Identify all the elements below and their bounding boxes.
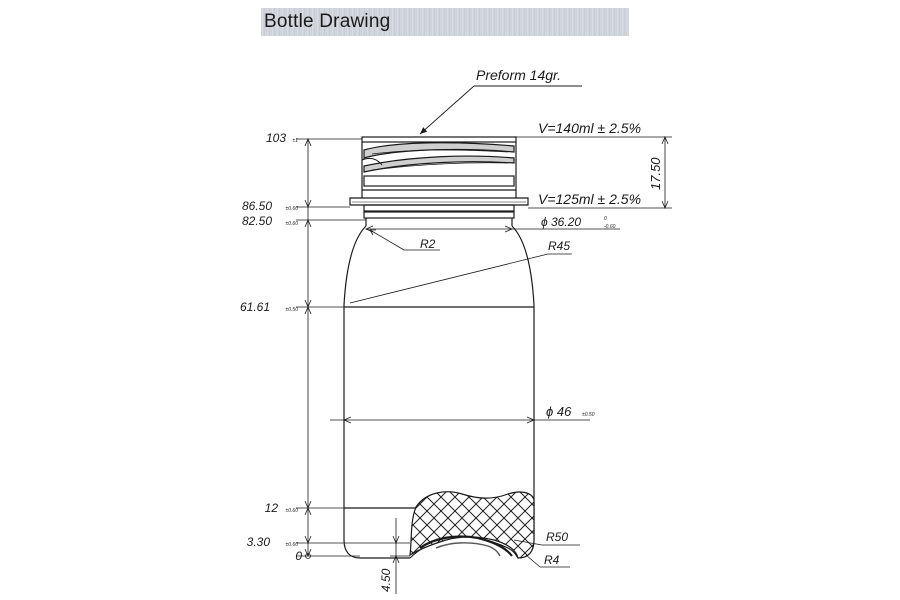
volume-brimful: V=140ml ± 2.5%	[538, 120, 642, 136]
base-detail-2	[436, 543, 500, 556]
radius-r45: R45	[548, 239, 571, 253]
radius-r50: R50	[546, 530, 569, 544]
tol-103: ±1	[292, 138, 298, 144]
neck-diameter-label: ϕ 36.20	[541, 215, 582, 229]
shoulder-right	[512, 226, 534, 305]
base-depth-label: 4.50	[379, 568, 393, 592]
preform-leader	[420, 86, 474, 134]
body-diameter-tol: ±0.50	[582, 412, 595, 418]
neck-band	[364, 205, 514, 211]
tol-61-61: ±0.50	[285, 307, 298, 313]
neck-diameter-dimension	[366, 226, 620, 232]
height-103: 103	[265, 131, 286, 145]
neck-diameter-tol-lower: -0.60	[604, 224, 616, 230]
height-0: 0	[295, 549, 302, 563]
neck-height-label: 17.50	[648, 157, 663, 190]
preform-label: Preform 14gr.	[476, 67, 562, 83]
base-depth-dimension	[390, 518, 410, 594]
r45-leader	[350, 254, 572, 303]
height-61-61: 61.61	[239, 300, 270, 314]
tol-86-50: ±0.60	[285, 206, 298, 212]
body-diameter-label: ϕ 46	[546, 404, 572, 419]
height-12: 12	[264, 501, 278, 515]
finish-top	[362, 137, 516, 142]
tol-3-30: ±0.60	[285, 542, 298, 548]
section-hatch	[410, 492, 534, 558]
volume-nominal: V=125ml ± 2.5%	[538, 191, 642, 207]
radius-r2: R2	[420, 237, 436, 251]
height-86-50: 86.50	[241, 199, 272, 213]
support-ring	[350, 198, 528, 205]
tol-82-50: ±0.60	[285, 221, 298, 227]
finish-band	[364, 176, 514, 186]
tol-12: ±0.60	[285, 508, 298, 514]
shoulder-left	[344, 226, 366, 305]
radius-r4: R4	[544, 553, 560, 567]
height-3-30: 3.30	[246, 535, 270, 549]
drawing-title: Bottle Drawing	[264, 11, 391, 32]
height-82-50: 82.50	[241, 214, 272, 228]
neck-diameter-tol-upper: 0	[604, 216, 607, 222]
